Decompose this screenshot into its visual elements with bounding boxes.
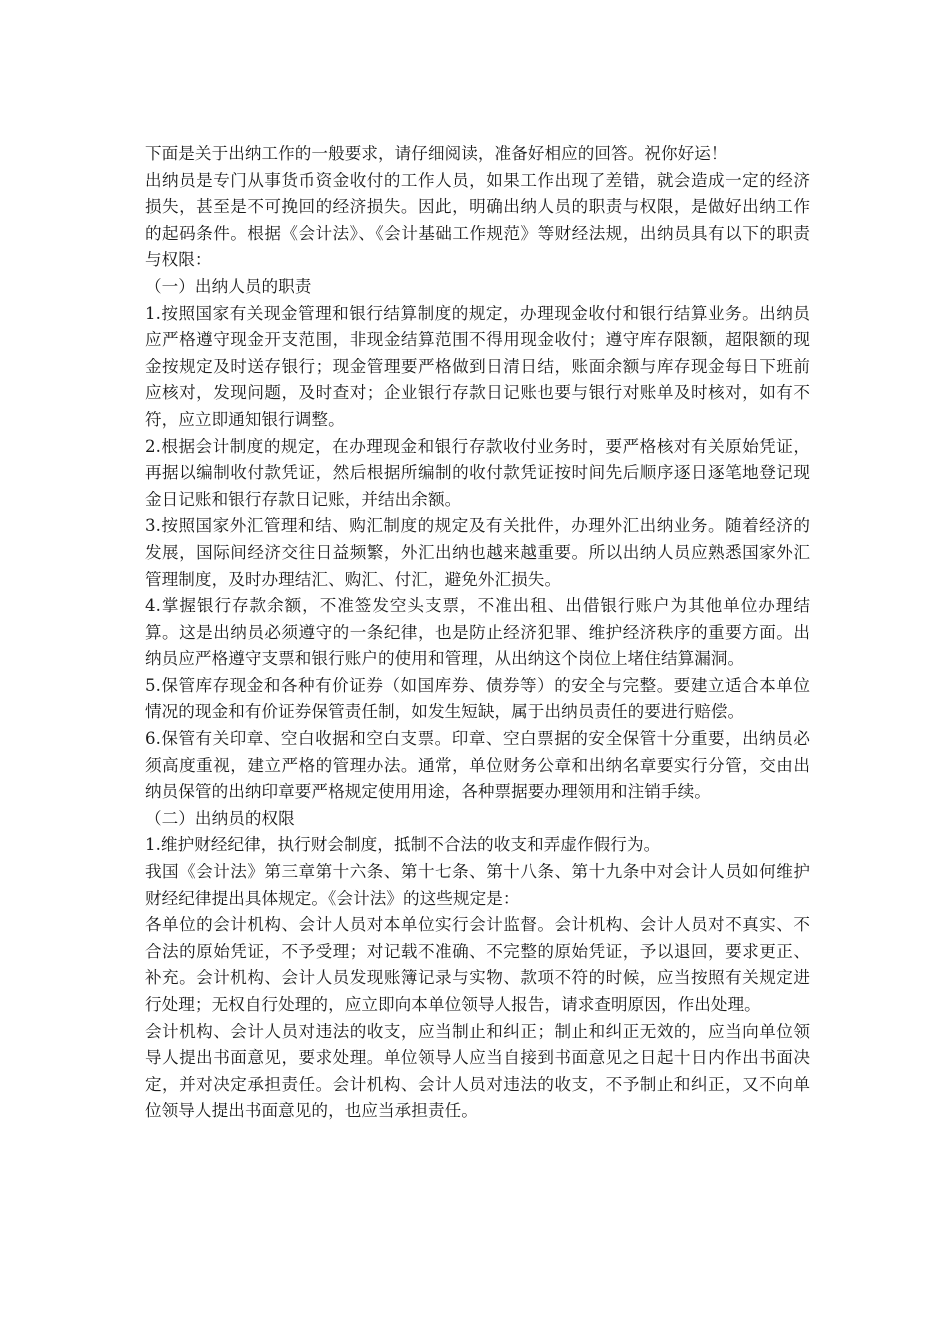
- law-provision-paragraph-2: 会计机构、会计人员对违法的收支，应当制止和纠正；制止和纠正无效的，应当向单位领导人提出书面意见，要求处理。单位领导人应当自接到书面意见之日起十日内作出书面决定，并对决定承担责任。会计机构、会计人员对违法的收支，不予制止和纠正，又不向单位领导人提出书面意见的，也应当承担责任。: [145, 1021, 810, 1121]
- duty-item-2: 2.根据会计制度的规定，在办理现金和银行存款收付业务时，要严格核对有关原始凭证，再据以编制收付款凭证，然后根据所编制的收付款凭证按时间先后顺序逐日逐笔地登记现金日记账和银行存款日记账，并结出余额。: [145, 436, 810, 509]
- duty-item-1: 1.按照国家有关现金管理和银行结算制度的规定，办理现金收付和银行结算业务。出纳员应严格遵守现金开支范围，非现金结算范围不得用现金收付；遵守库存限额，超限额的现金按规定及时送存银行；现金管理要严格做到日清日结，账面余额与库存现金每日下班前应核对，发现问题，及时查对；企业银行存款日记账也要与银行对账单及时核对，如有不符，应立即通知银行调整。: [145, 303, 810, 429]
- section-heading-authority: （二）出纳员的权限: [145, 808, 295, 828]
- overview-paragraph: 出纳员是专门从事货币资金收付的工作人员，如果工作出现了差错，就会造成一定的经济损失，甚至是不可挽回的经济损失。因此，明确出纳人员的职责与权限，是做好出纳工作的起码条件。根据《会计法》、《会计基础工作规范》等财经法规，出纳员具有以下的职责与权限：: [145, 170, 810, 270]
- law-reference-paragraph: 我国《会计法》第三章第十六条、第十七条、第十八条、第十九条中对会计人员如何维护财经纪律提出具体规定。《会计法》的这些规定是：: [145, 862, 810, 908]
- duty-item-3: 3.按照国家外汇管理和结、购汇制度的规定及有关批件，办理外汇出纳业务。随着经济的发展，国际间经济交往日益频繁，外汇出纳也越来越重要。所以出纳人员应熟悉国家外汇管理制度，及时办理结汇、购汇、付汇，避免外汇损失。: [145, 516, 810, 589]
- duty-item-6: 6.保管有关印章、空白收据和空白支票。印章、空白票据的安全保管十分重要，出纳员必须高度重视，建立严格的管理办法。通常，单位财务公章和出纳名章要实行分管，交由出纳员保管的出纳印章要严格规定使用用途，各种票据要办理领用和注销手续。: [145, 729, 810, 802]
- authority-item-1: 1.维护财经纪律，执行财会制度，抵制不合法的收支和弄虚作假行为。: [145, 835, 661, 855]
- section-heading-duties: （一）出纳人员的职责: [145, 276, 312, 296]
- intro-paragraph: 下面是关于出纳工作的一般要求，请仔细阅读，准备好相应的回答。祝你好运！: [145, 144, 728, 163]
- law-provision-paragraph-1: 各单位的会计机构、会计人员对本单位实行会计监督。会计机构、会计人员对不真实、不合法的原始凭证，不予受理；对记载不准确、不完整的原始凭证，予以退回，要求更正、补充。会计机构、会计人员发现账簿记录与实物、款项不符的时候，应当按照有关规定进行处理；无权自行处理的，应立即向本单位领导人报告，请求查明原因，作出处理。: [145, 915, 810, 1014]
- duty-item-4: 4.掌握银行存款余额，不准签发空头支票，不准出租、出借银行账户为其他单位办理结算。这是出纳员必须遵守的一条纪律，也是防止经济犯罪、维护经济秩序的重要方面。出纳员应严格遵守支票和银行账户的使用和管理，从出纳这个岗位上堵住结算漏洞。: [145, 596, 810, 669]
- duty-item-5: 5.保管库存现金和各种有价证券（如国库券、债券等）的安全与完整。要建立适合本单位情况的现金和有价证券保管责任制，如发生短缺，属于出纳员责任的要进行赔偿。: [145, 675, 810, 722]
- document-body: [145, 141, 810, 1125]
